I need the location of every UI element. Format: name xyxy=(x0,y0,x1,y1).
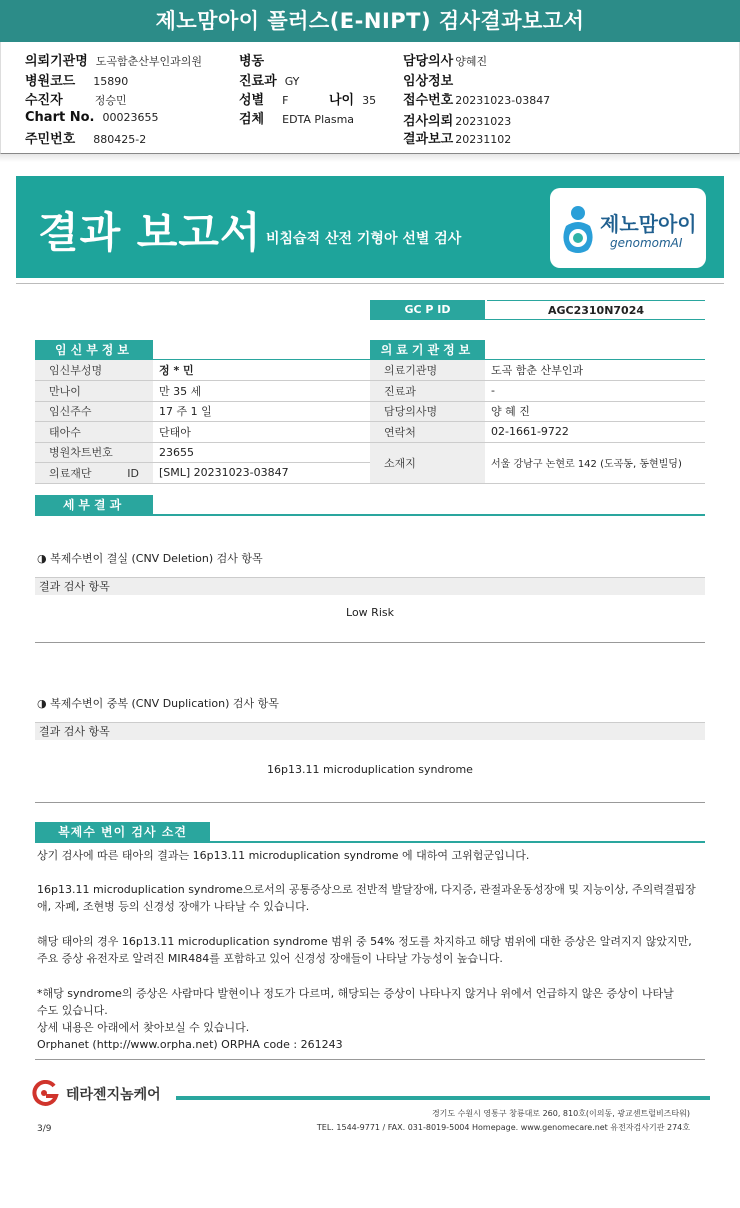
cnv-duplication-title: ◑ 복제수변이 중복 (CNV Duplication) 검사 항목 xyxy=(37,697,279,710)
header-label: 검체 xyxy=(239,112,265,127)
pregnant-key: 만나이 xyxy=(35,381,153,402)
header-value: 15890 xyxy=(93,75,129,88)
pregnant-value: [SML] 20231023-03847 xyxy=(153,463,370,484)
header-value: 20231102 xyxy=(455,133,512,146)
table-row xyxy=(35,442,370,463)
findings-paragraph-1 xyxy=(37,847,705,864)
institution-info-table xyxy=(370,360,705,484)
cnv-deletion-title: ◑ 복제수변이 결실 (CNV Deletion) 검사 항목 xyxy=(37,552,263,565)
header-request-date xyxy=(403,110,511,129)
header-value: 00023655 xyxy=(102,111,159,124)
table-row xyxy=(370,381,705,402)
header-label: 임상정보 xyxy=(403,74,454,89)
header-label: 주민번호 xyxy=(25,132,76,147)
institution-value: 양 혜 진 xyxy=(485,401,705,422)
institution-key: 담당의사명 xyxy=(370,401,485,422)
findings-line xyxy=(35,841,705,843)
footer-line xyxy=(176,1096,710,1100)
pregnant-value: 단태아 xyxy=(153,422,370,443)
header-accession-no xyxy=(403,89,550,108)
institution-key: 연락처 xyxy=(370,422,485,443)
institution-value: 02-1661-9722 xyxy=(485,422,705,443)
header-chart-no xyxy=(25,110,158,125)
findings-text: 수도 있습니다. xyxy=(37,1004,108,1017)
pregnant-value: 17 주 1 일 xyxy=(153,401,370,422)
header-shadow xyxy=(0,154,740,162)
cnv-duplication-result: 16p13.11 microduplication syndrome xyxy=(267,763,473,776)
findings-text: 해당 태아의 경우 16p13.11 microduplication syndrome 범위 중 54% 정도를 차지하고 해당 범위에 대한 증상은 알려지지 않았지만, xyxy=(37,935,692,948)
header-value: 880425-2 xyxy=(93,133,147,146)
findings-paragraph-4 xyxy=(37,985,705,1053)
pregnant-value: 정 * 민 xyxy=(153,360,370,381)
findings-text: 상기 검사에 따른 태아의 결과는 16p13.11 microduplication syndrome 에 대하여 고위험군입니다. xyxy=(37,849,530,862)
institution-value: - xyxy=(485,381,705,402)
institution-info-tag: 의료기관정보 xyxy=(370,340,485,360)
pregnant-key: 태아수 xyxy=(35,422,153,443)
header-requesting-institution xyxy=(25,50,202,69)
cnv-deletion-result: Low Risk xyxy=(346,606,394,619)
cnv-deletion-header: 결과 검사 항목 xyxy=(35,577,705,595)
header-department xyxy=(239,70,299,89)
header-report-date xyxy=(403,128,511,147)
table-row xyxy=(370,401,705,422)
header-resident-no xyxy=(25,128,146,147)
header-label: 진료과 xyxy=(239,74,277,89)
header-value: 20231023-03847 xyxy=(455,94,551,107)
institution-key: 의료기관명 xyxy=(370,360,485,381)
result-banner xyxy=(16,176,724,278)
institution-key: 진료과 xyxy=(370,381,485,402)
detail-result-line xyxy=(35,514,705,516)
table-row xyxy=(35,381,370,402)
header-clinical-info xyxy=(403,70,453,89)
genomom-logo xyxy=(550,188,706,268)
divider xyxy=(35,642,705,643)
header-label: 담당의사 xyxy=(403,54,454,69)
banner-subtitle: 비침습적 산전 기형아 선별 검사 xyxy=(266,231,462,247)
header-label: 접수번호 xyxy=(403,93,454,108)
pregnant-value: 23655 xyxy=(153,442,370,463)
logo-english: genomomAI xyxy=(610,236,683,250)
institution-value: 서울 강남구 논현로 142 (도곡동, 동현빌딩) xyxy=(485,442,705,483)
findings-text: 애, 자폐, 조현병 등의 신경성 장애가 나타날 수 있습니다. xyxy=(37,900,310,913)
pregnant-value: 만 35 세 xyxy=(153,381,370,402)
cnv-duplication-header: 결과 검사 항목 xyxy=(35,722,705,740)
footer-address: 경기도 수원시 영통구 창룡대로 260, 810호(이의동, 광교센트럴비즈타워) xyxy=(431,1109,690,1118)
company-name: 테라젠지놈케어 xyxy=(66,1087,161,1103)
header-sex xyxy=(239,89,288,108)
findings-text: 16p13.11 microduplication syndrome으로서의 공통증상으로 전반적 발달장애, 다지증, 관절과운동성장애 및 지능이상, 주의력결핍장 xyxy=(37,883,696,896)
header-label: 의뢰기관명 xyxy=(25,54,88,69)
header-label: 결과보고 xyxy=(403,132,454,147)
findings-text: Orphanet (http://www.orpha.net) ORPHA code : 261243 xyxy=(37,1038,343,1051)
header-ward xyxy=(239,50,264,69)
header-label: 나이 xyxy=(329,93,355,108)
detail-result-tag: 세부결과 xyxy=(35,495,153,515)
page-number: 3/9 xyxy=(37,1124,52,1134)
pregnant-key: 의료재단 ID xyxy=(35,463,153,484)
header-value: EDTA Plasma xyxy=(282,113,355,126)
header-value: 정승민 xyxy=(94,94,127,107)
pregnant-key: 임신부성명 xyxy=(35,360,153,381)
divider xyxy=(35,1059,705,1060)
gcpid-value: AGC2310N7024 xyxy=(487,300,705,320)
table-row xyxy=(370,442,705,483)
header-label: 병동 xyxy=(239,54,265,69)
header-label: 병원코드 xyxy=(25,74,76,89)
mother-baby-icon xyxy=(560,204,596,254)
gcpid-label: GC P ID xyxy=(370,300,485,320)
company-g-icon xyxy=(30,1080,60,1106)
table-row xyxy=(35,422,370,443)
header-info xyxy=(0,42,740,154)
table-row xyxy=(370,360,705,381)
banner-title: 결과 보고서 xyxy=(38,208,262,257)
logo-name: 제노맘아이 xyxy=(600,212,697,236)
pregnant-info-table xyxy=(35,360,370,484)
header-value: 양혜진 xyxy=(455,55,488,68)
pregnant-key: 병원차트번호 xyxy=(35,442,153,463)
header-value: 도곡함춘산부인과의원 xyxy=(95,55,203,68)
header-value: 35 xyxy=(362,94,377,107)
footer-contact: TEL. 1544-9771 / FAX. 031-8019-5004 Homepage. www.genomecare.net 유전자검사기관 274호 xyxy=(316,1123,690,1132)
header-age xyxy=(329,89,376,108)
pregnant-info-tag: 임신부정보 xyxy=(35,340,153,360)
findings-paragraph-2 xyxy=(37,881,705,915)
header-specimen xyxy=(239,108,354,127)
header-doctor xyxy=(403,50,487,69)
findings-text: *해당 syndrome의 증상은 사람마다 발현이나 정도가 다르며, 해당되는 증상이 나타나지 않거나 위에서 언급하지 않은 증상이 나타날 xyxy=(37,987,674,1000)
findings-text: 상세 내용은 아래에서 찾아보실 수 있습니다. xyxy=(37,1021,250,1034)
divider xyxy=(35,802,705,803)
header-label: 검사의뢰 xyxy=(403,114,454,129)
findings-paragraph-3 xyxy=(37,933,705,967)
table-row xyxy=(370,422,705,443)
header-patient xyxy=(25,89,127,108)
header-label: Chart No. xyxy=(25,110,95,125)
header-label: 성별 xyxy=(239,93,265,108)
findings-text: 주요 증상 유전자로 알려진 MIR484를 포함하고 있어 신경성 장애들이 나타날 가능성이 높습니다. xyxy=(37,952,503,965)
header-value: 20231023 xyxy=(455,115,512,128)
report-title: 제노맘아이 플러스(E-NIPT) 검사결과보고서 xyxy=(0,0,740,42)
header-label: 수진자 xyxy=(25,93,63,108)
divider xyxy=(16,283,724,284)
header-hospital-code xyxy=(25,70,128,89)
table-row xyxy=(35,360,370,381)
table-row xyxy=(35,463,370,484)
institution-key: 소재지 xyxy=(370,442,485,483)
table-row xyxy=(35,401,370,422)
institution-value: 도곡 함춘 산부인과 xyxy=(485,360,705,381)
pregnant-key: 임신주수 xyxy=(35,401,153,422)
findings-tag: 복제수 변이 검사 소견 xyxy=(35,822,210,842)
header-value: GY xyxy=(284,75,300,88)
header-value: F xyxy=(282,94,289,107)
gcpid-underline xyxy=(370,319,705,320)
